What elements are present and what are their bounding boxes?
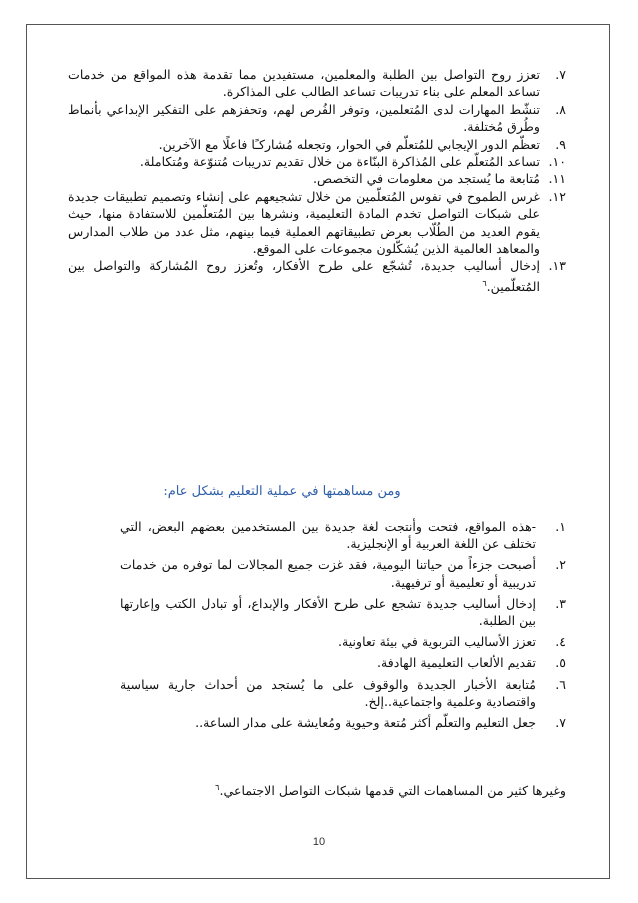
list-item xyxy=(68,257,566,295)
item-number: ٣. xyxy=(555,595,566,611)
item-number: ٥. xyxy=(555,655,566,671)
item-text: مُتابعة الأخبار الجديدة والوقوف على ما يُستجد من أحداث جارية سياسية واقتصادية وعلمية واجتماعية..إلخ. xyxy=(120,676,536,709)
item-text: إدخال أساليب جديدة تشجع على طرح الأفكار والإبداع، أو تبادل الكتب وإعارتها بين الطلبة. xyxy=(120,595,536,629)
item-text: جعل التعليم والتعلّم أكثر مُتعة وحيوية ومُعايشة على مدار الساعة.. xyxy=(195,715,536,731)
list-item xyxy=(120,633,566,650)
section-heading: ومن مساهمتها في عملية التعليم بشكل عام: xyxy=(163,484,401,499)
list-item xyxy=(68,136,566,153)
item-text: تعزز روح التواصل بين الطلبة والمعلمين، مستفيدين مما تقدمة هذه المواقع من خدمات تساعد المعلم على بناء تدريبات تساعد الطالب على المذاكرة. xyxy=(68,67,540,100)
list-item xyxy=(68,66,566,101)
list-item xyxy=(120,714,566,731)
item-number: ٦. xyxy=(555,676,566,692)
item-text: تعظّم الدور الإيجابي للمُتعلّم في الحوار، وتجعله مُشاركـًا فاعلًا مع الآخرين. xyxy=(158,136,540,152)
item-number: ١٢. xyxy=(548,188,566,204)
list-item xyxy=(120,654,566,671)
item-text: مُتابعة ما يُستجد من معلومات في التخصص. xyxy=(312,171,540,187)
item-number: ١١. xyxy=(548,171,566,187)
item-text: تساعد المُتعلّم على المُذاكرة البنّاءة من خلال تقديم تدريبات مُتنوّعة ومُتكاملة. xyxy=(139,154,540,170)
item-number: ١٠. xyxy=(548,154,566,170)
item-text-body: إدخال أساليب جديدة، تُشجّع على طرح الأفكار، وتُعزز روح المُشاركة والتواصل بين المُتعلّمين. xyxy=(68,258,540,295)
list-item xyxy=(120,518,566,552)
benefits-list-section xyxy=(68,66,566,295)
item-text: أصبحت جزءاً من حياتنا اليومية، فقد غزت جميع المجالات لما توفره من خدمات تدريبية أو تعليمية أو ترفيهية. xyxy=(120,557,536,590)
item-number: ٤. xyxy=(555,634,566,650)
list-item xyxy=(68,153,566,170)
footnote-marker: ٦ xyxy=(482,278,487,288)
list-item xyxy=(120,556,566,590)
item-number: ١٣. xyxy=(548,258,566,274)
benefits-list xyxy=(68,66,566,295)
list-item xyxy=(68,188,566,258)
list-item xyxy=(120,676,566,710)
item-text: غرس الطموح في نفوس المُتعلّمين من خلال تشجيعهم على إنشاء وتصميم تطبيقات جديدة على شبكات التواصل تخدم المادة التعليمية، ونشرها بين المُتعلّمين للاستفادة منها، حيث يقوم العديد من الطُلّاب بعرض تطبيقاتهم العملية فيما بينهم، مثل عدد من طلاب المدارس والمعاهد العالمية الذين يُشكّلون مجموعات على الموقع. xyxy=(68,188,540,257)
item-text: تقديم الألعاب التعليمية الهادفة. xyxy=(376,655,536,671)
contributions-list xyxy=(120,518,566,735)
item-number: ٨. xyxy=(555,101,566,117)
closing-text: وغيرها كثير من المساهمات التي قدمها شبكات التواصل الاجتماعي. xyxy=(219,782,566,798)
item-number: ٢. xyxy=(555,557,566,573)
list-item xyxy=(68,170,566,187)
item-number: ٩. xyxy=(555,136,566,152)
list-item xyxy=(68,101,566,136)
item-text: تعزز الأساليب التربوية في بيئة تعاونية. xyxy=(338,634,536,650)
closing-paragraph xyxy=(80,779,566,800)
item-text: -هذه المواقع، فتحت وأنتجت لغة جديدة بين المستخدمين بعضهم البعض، التي تختلف عن اللغة العربية أو الإنجليزية. xyxy=(120,519,536,552)
list-item xyxy=(120,595,566,629)
item-number: ٧. xyxy=(555,67,566,82)
page-number: 10 xyxy=(312,836,326,848)
item-text: تنشّط المهارات لدى المُتعلمين، وتوفر الفُرص لهم، وتحفزهم على التفكير الإبداعي بأنماط وطُرق مُختلفة. xyxy=(68,101,540,135)
item-text xyxy=(68,257,540,295)
item-number: ٧. xyxy=(555,715,566,731)
footnote-marker: ٦ xyxy=(215,782,220,792)
item-number: ١. xyxy=(555,519,566,534)
